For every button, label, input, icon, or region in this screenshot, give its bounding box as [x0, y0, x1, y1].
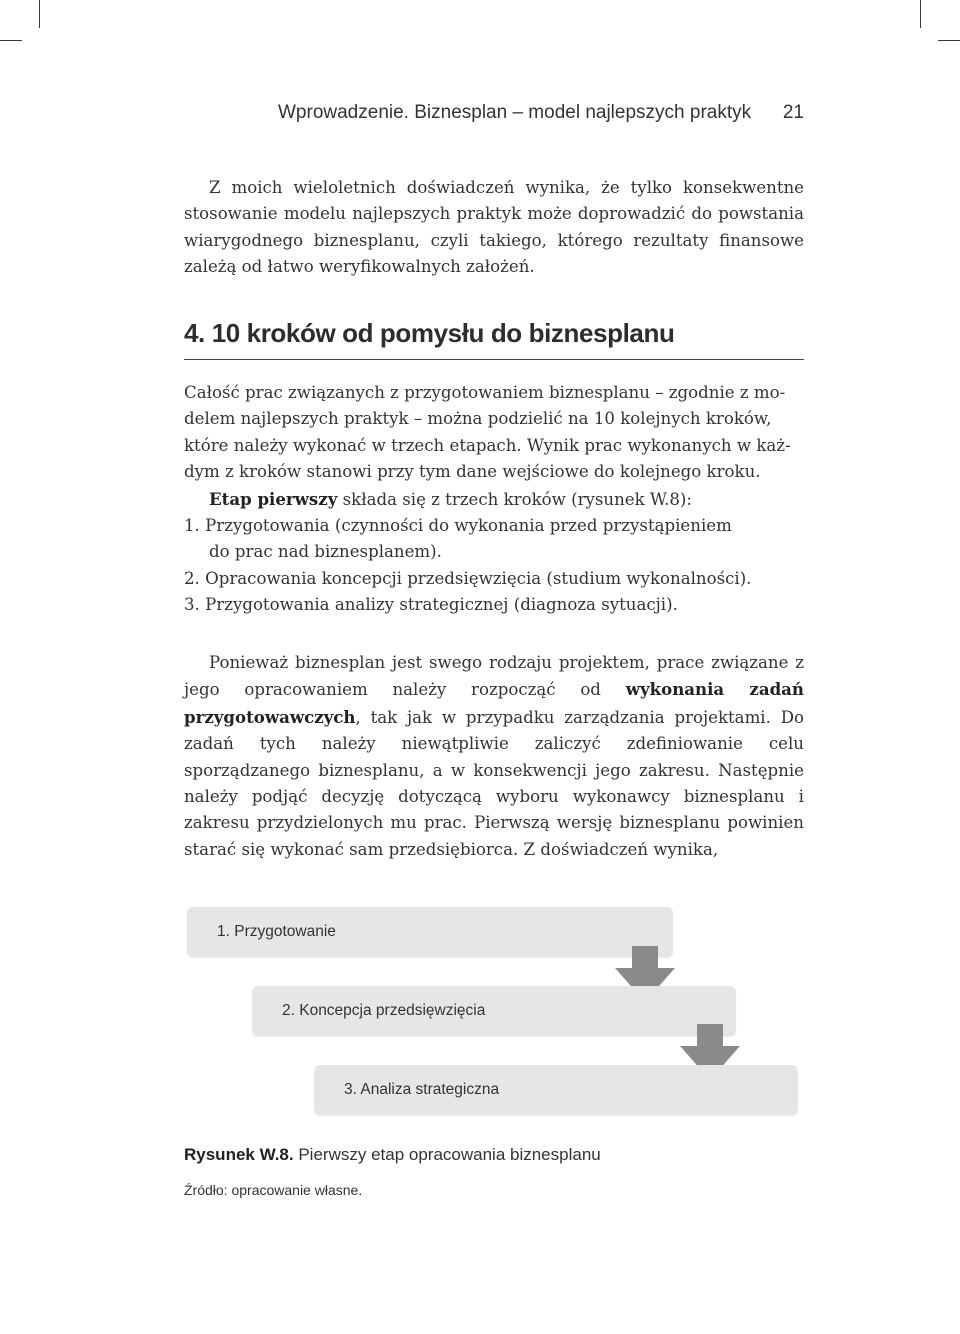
section-heading: 4. 10 kroków od pomysłu do biznesplanu — [184, 318, 804, 360]
paragraph-text: Ponieważ biznesplan jest swego rodzaju projektem, prace związane z jego opracowaniem należy rozpocząć od — [184, 653, 804, 700]
diagram-step-2 — [252, 986, 736, 1036]
paragraph-text: , tak jak w przypadku zarządzania projektami. Do zadań tych należy niewątpliwie zaliczyć zdefiniowanie celu sporządzanego biznesplanu, a w konsekwencji jego zakresu. Następnie należy podjąć decyzję dotyczącą wyboru wykonawcy biznesplanu i zakresu przydzielonych mu prac. Pierwszą wersję biznesplanu powinien starać się wykonać sam przedsiębiorca. Z doświadczeń wynika, — [184, 707, 804, 859]
list-item: 2. Opracowania koncepcji przedsięwzięcia (studium wykonalności). — [184, 568, 752, 588]
third-paragraph — [184, 650, 804, 863]
running-head-title: Wprowadzenie. Biznesplan – model najlepszych praktyk — [278, 102, 752, 123]
diagram-step-3 — [314, 1065, 798, 1115]
step-label: 2. Koncepcja przedsięwzięcia — [282, 1002, 486, 1019]
intro-paragraph: Z moich wieloletnich doświadczeń wynika, że tylko konsekwentne stosowanie modelu najlepszych praktyk może doprowadzić do powstania wiarygodnego biznesplanu, czyli takiego, którego rezultaty finansowe zależą od łatwo weryfikowalnych założeń. — [184, 178, 804, 277]
crop-mark — [920, 0, 921, 28]
list-item: 3. Przygotowania analizy strategicznej (diagnoza sytuacji). — [184, 595, 678, 615]
stage-line — [184, 486, 804, 513]
page-number: 21 — [782, 102, 804, 123]
figure-caption — [184, 1145, 804, 1165]
crop-mark — [39, 0, 40, 28]
diagram-step-1 — [187, 907, 673, 957]
list-item: 1. Przygotowania (czynności do wykonania przed przystąpieniem — [184, 516, 732, 536]
section-paragraph — [184, 380, 804, 619]
paragraph-line: dym z kroków stanowi przy tym dane wejściowe do kolejnego kroku. — [184, 462, 761, 482]
running-head — [278, 102, 804, 124]
crop-mark — [0, 40, 22, 41]
list-item-continuation: do prac nad biznesplanem). — [209, 542, 442, 562]
paragraph-line: delem najlepszych praktyk – można podzielić na 10 kolejnych kroków, — [184, 409, 772, 429]
paragraph-line: Całość prac związanych z przygotowaniem biznesplanu – zgodnie z mo- — [184, 383, 786, 402]
bold-phrase: wykonania zadań przygotowawczych — [184, 679, 804, 727]
stage-text: składa się z trzech kroków (rysunek W.8): — [337, 489, 692, 509]
step-label: 3. Analiza strategiczna — [344, 1081, 500, 1098]
caption-label: Rysunek W.8. — [184, 1145, 294, 1164]
crop-mark — [938, 40, 960, 41]
figure-source: Źródło: opracowanie własne. — [184, 1182, 363, 1198]
stage-label: Etap pierwszy — [209, 488, 338, 509]
paragraph-line: które należy wykonać w trzech etapach. Wynik prac wykonanych w każ- — [184, 435, 791, 455]
caption-text: Pierwszy etap opracowania biznesplanu — [293, 1145, 601, 1164]
step-label: 1. Przygotowanie — [217, 923, 336, 940]
